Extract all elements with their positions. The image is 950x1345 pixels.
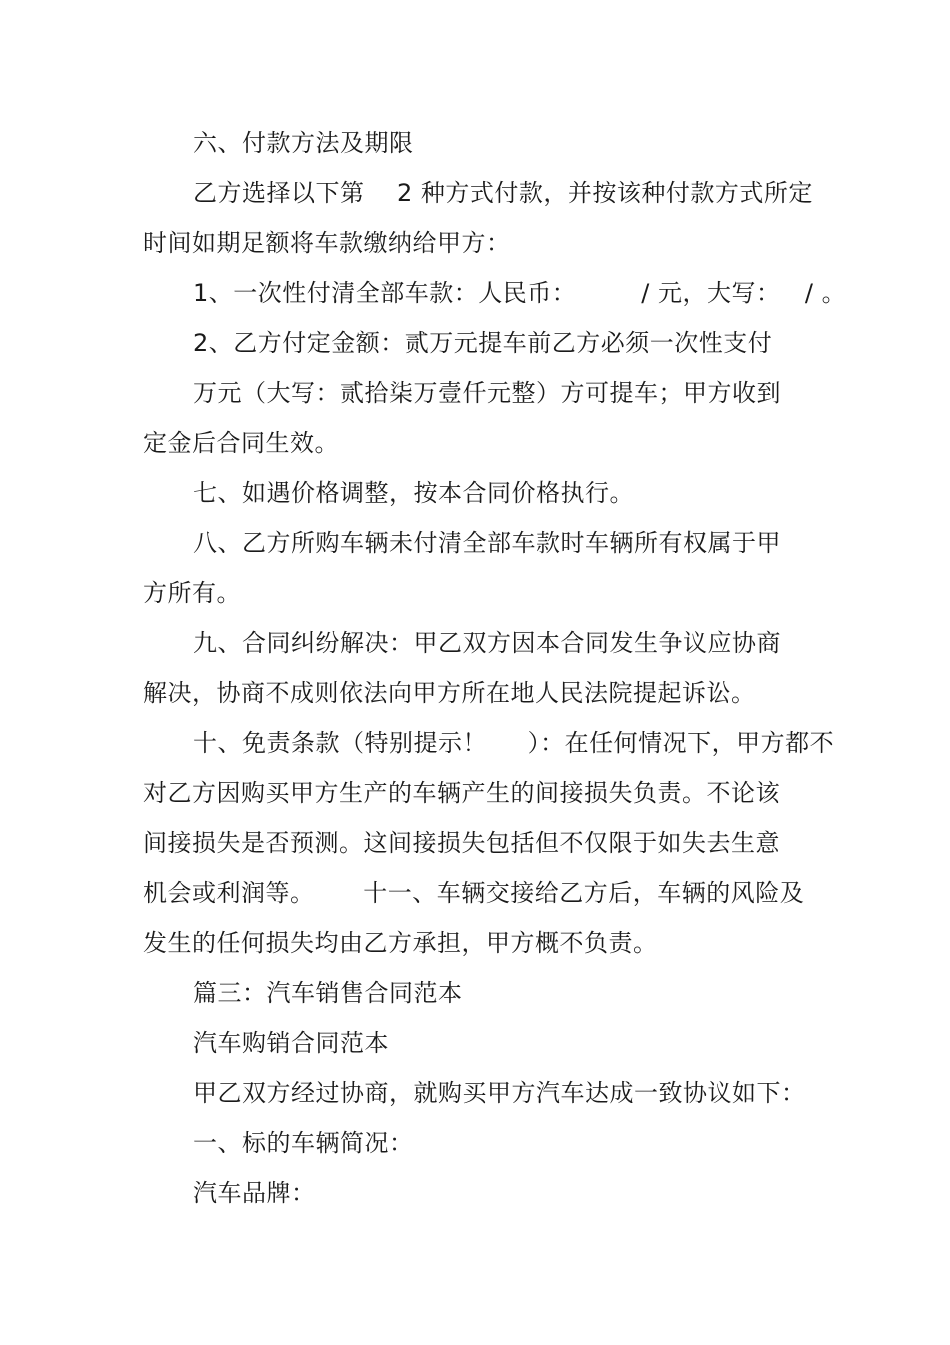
paragraph-line: 间接损失是否预测。这间接损失包括但不仅限于如失去生意 — [143, 829, 780, 857]
paragraph-line: 九、合同纠纷解决：甲乙双方因本合同发生争议应协商 — [193, 629, 781, 657]
paragraph-line: 十、免责条款（特别提示！ ）：在任何情况下，甲方都不 — [193, 729, 835, 757]
paragraph-line: 乙方选择以下第 2 种方式付款，并按该种付款方式所定 — [193, 179, 813, 207]
section-title: 篇三：汽车销售合同范本 — [193, 979, 463, 1007]
paragraph-line: 机会或利润等。 十一、车辆交接给乙方后，车辆的风险及 — [143, 879, 805, 907]
paragraph-line: 发生的任何损失均由乙方承担，甲方概不负责。 — [143, 929, 658, 957]
paragraph-line: 2、乙方付定金额：贰万元提车前乙方必须一次性支付 — [193, 329, 773, 357]
paragraph-line: 万元（大写：贰拾柒万壹仟元整）方可提车；甲方收到 — [193, 379, 781, 407]
paragraph-line: 1、一次性付清全部车款：人民币： / 元，大写： / 。 — [193, 279, 847, 307]
field-label-brand: 汽车品牌： — [193, 1179, 316, 1207]
paragraph-line: 甲乙双方经过协商，就购买甲方汽车达成一致协议如下： — [193, 1079, 806, 1107]
section-heading-price: 七、如遇价格调整，按本合同价格执行。 — [193, 479, 634, 507]
section-heading-payment: 六、付款方法及期限 — [193, 129, 414, 157]
paragraph-line: 方所有。 — [143, 579, 241, 607]
paragraph-line: 解决，协商不成则依法向甲方所在地人民法院提起诉讼。 — [143, 679, 756, 707]
document-title: 汽车购销合同范本 — [193, 1029, 389, 1057]
paragraph-line: 时间如期足额将车款缴纳给甲方： — [143, 229, 511, 257]
paragraph-line: 八、乙方所购车辆未付清全部车款时车辆所有权属于甲 — [193, 529, 781, 557]
paragraph-line: 定金后合同生效。 — [143, 429, 339, 457]
paragraph-line: 对乙方因购买甲方生产的车辆产生的间接损失负责。不论该 — [143, 779, 780, 807]
section-heading-vehicle: 一、标的车辆简况： — [193, 1129, 414, 1157]
